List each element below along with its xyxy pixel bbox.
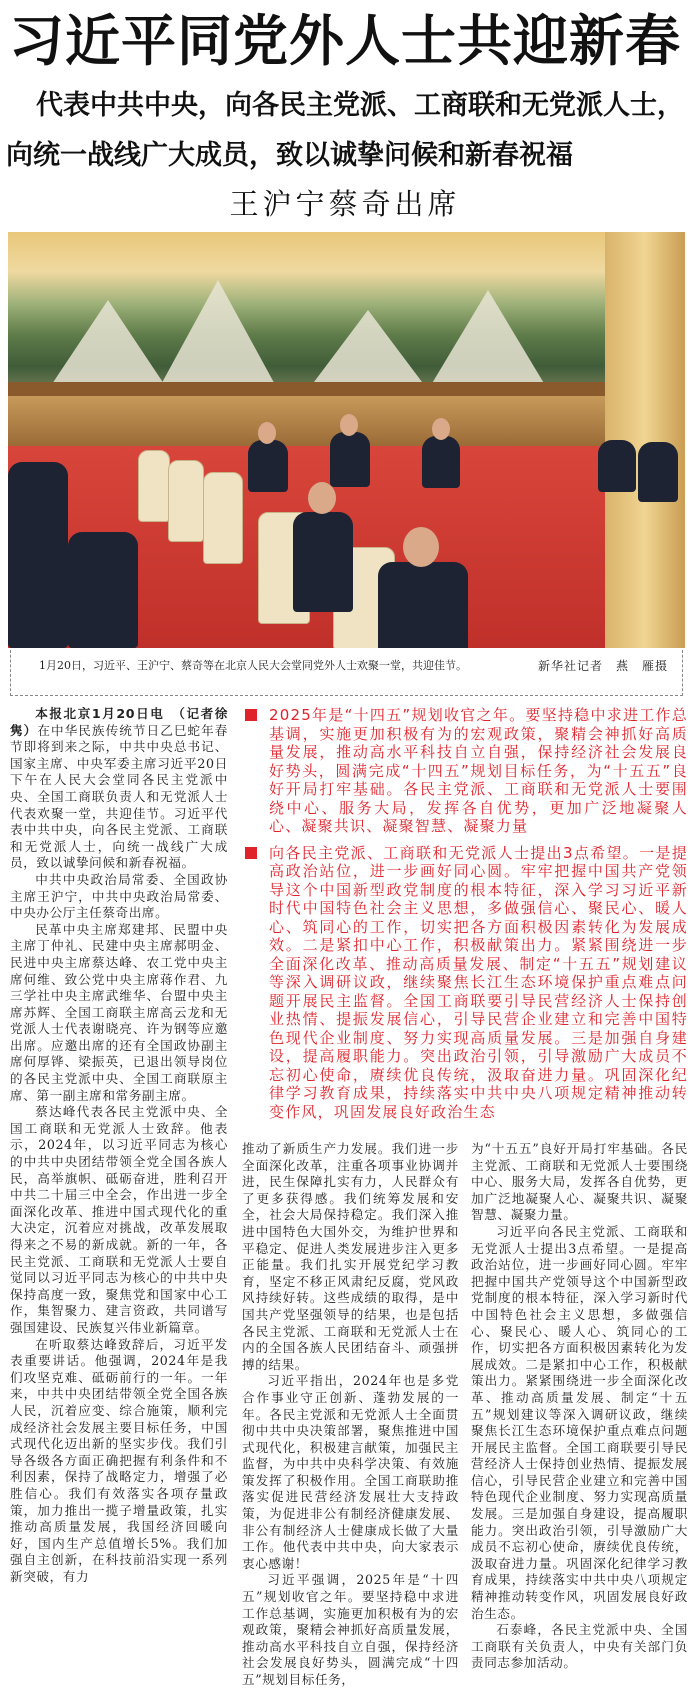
right-area [242,706,688,1689]
article-paragraph: 习近平向各民主党派、工商联和无党派人士提出3点希望。一是提高政治站位，进一步画好同心圆。牢牢把握中国共产党领导这个中国新型政党制度的根本特征，深入学习新时代中国特色社会主义思想，多做强信心、聚民心、暖人心、筑同心的工作，切实把各方面积极因素转化为发展成效。二是紧扣中心工作，积极献策出力。紧紧围绕进一步全面深化改革、推动高质量发展、制定“十五五”规划建议等深入调研议政，继续聚焦长江生态环境保护重点难点问题开展民主监督。全国工商联要引导民营经济人士保持创业热情、提振发展信心，引导民营企业建立和完善中国特色现代企业制度、努力实现高质量发展。三是加强自身建设，提高履职能力。突出政治引领，引导激励广大成员不忘初心使命，赓续优良传统，汲取奋进力量。巩固深化纪律学习教育成果，持续落实中共中央八项规定精神推动转变作风，巩固发展良好政治生态。 [471,1223,688,1621]
photo-credit: 新华社记者 燕 雁摄 [537,659,668,673]
subheadline-1: 代表中共中央，向各民主党派、工商联和无党派人士， [36,90,684,121]
article-paragraph: 蔡达峰代表各民主党派中央、全国工商联和无党派人士致辞。他表示，2024年，以习近平同志为核心的中共中央团结带领全党全国各族人民，高举旗帜、砥砺奋进，胜利召开中共二十届三中全会，作出进一步全面深化改革、推进中国式现代化的重大决定，沉着应对挑战，改革发展取得来之不易的新成就。新的一年，各民主党派、工商联和无党派人士要自觉同以习近平同志为核心的中共中央保持高度一致，聚焦党和国家中心工作，集智聚力、建言资政，共同谱写强国建设、民族复兴伟业新篇章。 [10,1104,228,1335]
photo-caption: 1月20日，习近平、王沪宁、蔡奇等在北京人民大会堂同党外人士欢聚一堂，共迎佳节。 [39,659,467,672]
key-point-text: 2025年是“十四五”规划收官之年。要坚持稳中求进工作总基调，实施更加积极有为的宏观政策，聚精会神抓好高质量发展，推动高水平科技自立自强，保持经济社会发展良好势头，圆满完成“十四五”规划目标任务，为“十五五”良好开局打牢基础。各民主党派、工商联和无党派人士要围绕中心、服务大局，发挥各自优势，更加广泛地凝聚人心、凝聚共识、凝聚智慧、凝聚力量 [269,706,688,835]
article-paragraph: 习近平强调，2025年是“十四五”规划收官之年。要坚持稳中求进工作总基调，实施更加积极有为的宏观政策，聚精会神抓好高质量发展，推动高水平科技自立自强，保持经济社会发展良好势头，圆满完成“十四五”规划目标任务， [242,1572,459,1687]
article-paragraph: 石泰峰，各民主党派中央、全国工商联有关负责人，中央有关部门负责同志参加活动。 [471,1622,688,1671]
key-point [242,706,688,836]
subheadline-3: 王沪宁蔡奇出席 [229,187,461,221]
article-body [10,706,688,1689]
article-column-3 [471,1141,688,1689]
article-column-2 [242,1141,459,1689]
key-point-text: 向各民主党派、工商联和无党派人士提出3点希望。一是提高政治站位，进一步画好同心圆。牢牢把握中国共产党领导这个中国新型政党制度的根本特征，深入学习习近平新时代中国特色社会主义思想，多做强信心、聚民心、暖人心、筑同心的工作，切实把各方面积极因素转化为发展成效。二是紧扣中心工作，积极献策出力。紧紧围绕进一步全面深化改革、推动高质量发展、制定“十五五”规划建议等深入调研议政，继续聚焦长江生态环境保护重点难点问题开展民主监督。全国工商联要引导民营经济人士保持创业热情、提振发展信心，引导民营企业建立和完善中国特色现代企业制度、努力实现高质量发展。三是加强自身建设，提高履职能力。突出政治引领，引导激励广大成员不忘初心使命，赓续优良传统，汲取奋进力量。巩固深化纪律学习教育成果，持续落实中共中央八项规定精神推动转变作风，巩固发展良好政治生态 [269,843,688,1121]
article-paragraph [10,706,228,872]
article-paragraph: 中共中央政治局常委、全国政协主席王沪宁，中共中央政治局常委、中央办公厅主任蔡奇出席。 [10,871,228,921]
article-paragraph: 为“十五五”良好开局打牢基础。各民主党派、工商联和无党派人士要围绕中心、服务大局，发挥各自优势，更加广泛地凝聚人心、凝聚共识、凝聚智慧、凝聚力量。 [471,1141,688,1223]
caption-box [10,650,683,696]
key-point [242,844,688,1122]
red-square-bullet-icon [245,709,257,721]
lower-columns [242,1141,688,1689]
article-paragraph: 推动了新质生产力发展。我们进一步全面深化改革，注重各项事业协调并进，民生保障扎实有力，人民群众有了更多获得感。我们统筹发展和安全，社会大局保持稳定。我们深入推进中国特色大国外交，为维护世界和平稳定、促进人类发展进步注入更多正能量。我们扎实开展党纪学习教育，坚定不移正风肃纪反腐，党风政风持续好转。这些成绩的取得，是中国共产党坚强领导的结果，也是包括各民主党派、工商联和无党派人士在内的全国各族人民团结奋斗、顽强拼搏的结果。 [242,1141,459,1372]
article-paragraph: 习近平指出，2024年也是多党合作事业守正创新、蓬勃发展的一年。各民主党派和无党派人士全面贯彻中共中央决策部署，聚焦推进中国式现代化，积极建言献策，加强民主监督，为中共中央科学决策、有效施策发挥了积极作用。全国工商联助推落实促进民营经济发展壮大支持政策，为促进非公有制经济健康发展、非公有制经济人士健康成长做了大量工作。他代表中共中央，向大家表示衷心感谢！ [242,1373,459,1571]
dateline: 本报北京1月20日电 （记者徐隽） [10,706,228,738]
headline: 习近平同党外人士共迎新春 [8,9,681,73]
subheadline-2: 向统一战线广大成员，致以诚挚问候和新春祝福 [6,140,573,171]
news-photo [8,232,685,648]
key-points-box [242,706,688,1129]
article-paragraph: 民革中央主席郑建邦、民盟中央主席丁仲礼、民建中央主席郝明金、民进中央主席蔡达峰、农工党中央主席何维、致公党中央主席蒋作君、九三学社中央主席武维华、台盟中央主席苏辉、全国工商联主席高云龙和无党派人士代表谢晓亮、许为钢等应邀出席。应邀出席的还有全国政协副主席何厚铧、梁振英，已退出领导岗位的各民主党派中央、全国工商联原主席、第一副主席和常务副主席。 [10,921,228,1103]
paragraph-text: 在中华民族传统节日乙巳蛇年春节即将到来之际，中共中央总书记、国家主席、中央军委主席习近平20日下午在人民大会堂同各民主党派中央、全国工商联负责人和无党派人士代表欢聚一堂，共迎佳节。习近平代表中共中央，向各民主党派、工商联和无党派人士，向统一战线广大成员，致以诚挚问候和新春祝福。 [10,722,228,871]
article-column-1 [10,706,228,1585]
red-square-bullet-icon [245,847,257,859]
landscape-mural [8,232,685,390]
article-paragraph: 在听取蔡达峰致辞后，习近平发表重要讲话。他强调，2024年是我们攻坚克难、砥砺前行的一年。一年来，中共中央团结带领全党全国各族人民，沉着应变、综合施策，顺利完成经济社会发展主要目标任务，中国式现代化迈出新的坚实步伐。我们引导各级各方面正确把握有利条件和不利因素，保持了战略定力，增强了必胜信心。我们有效落实各项存量政策，加力推出一揽子增量政策，扎实推动高质量发展，我国经济回暖向好，国内生产总值增长5%。我们加强自主创新，在科技前沿实现一系列新突破，有力 [10,1336,228,1584]
